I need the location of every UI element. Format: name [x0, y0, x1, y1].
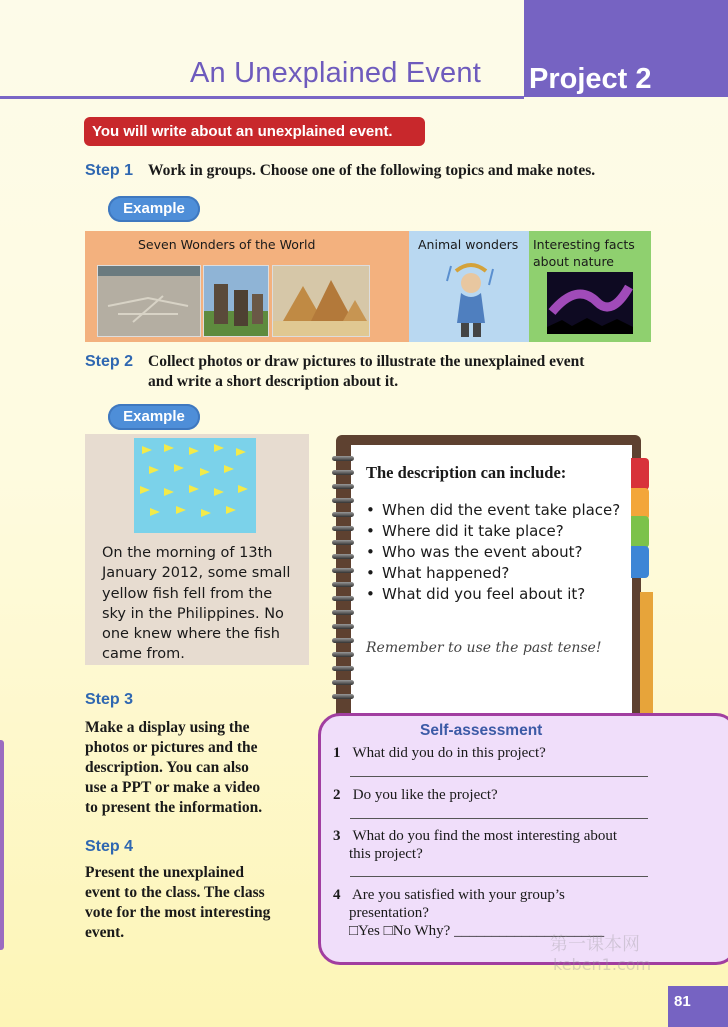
question-text: What do you find the most interesting about: [352, 828, 618, 844]
objective-banner: You will write about an unexplained event.: [84, 117, 425, 146]
step4-label: Step 4: [85, 838, 134, 855]
fish-story-line: yellow fish fell from the: [102, 585, 273, 602]
left-edge-tab: [0, 740, 4, 950]
spiral-ring: [332, 498, 354, 503]
question-text: Do you like the project?: [352, 787, 498, 803]
watermark-url: keben1.com: [553, 955, 652, 974]
description-item: • Who was the event about?: [366, 542, 620, 563]
topic-facts-line1: Interesting facts: [533, 237, 635, 252]
step3-text: [85, 718, 262, 818]
fish-story-line: came from.: [102, 646, 185, 663]
spiral-ring: [332, 624, 354, 629]
nazca-lines-photo: [97, 265, 201, 337]
fish-story-line: On the morning of 13th: [102, 545, 273, 561]
step3-label: Step 3: [85, 691, 134, 708]
description-item: • When did the event take place?: [366, 500, 620, 521]
question-number: 3: [333, 828, 341, 844]
step4-line: vote for the most interesting: [85, 904, 271, 921]
fish-story-text: [102, 543, 307, 665]
step3-line: description. You can also: [85, 759, 249, 776]
spiral-ring: [332, 484, 354, 489]
animal-rain-illustration: [441, 261, 501, 341]
page-number: 81: [674, 993, 691, 1010]
notebook-tab-green: [631, 516, 649, 548]
description-item: • Where did it take place?: [366, 521, 620, 542]
page-title: An Unexplained Event: [190, 57, 481, 89]
spiral-ring: [332, 582, 354, 587]
spiral-ring: [332, 610, 354, 615]
question-text: What did you do in this project?: [352, 745, 546, 761]
topic-facts-line2: about nature: [533, 254, 614, 269]
fish-story-line: one knew where the fish: [102, 626, 280, 643]
description-list: [366, 500, 620, 605]
description-item: • What happened?: [366, 563, 620, 584]
answer-line-1[interactable]: [350, 776, 648, 777]
step4-line: event.: [85, 924, 125, 941]
self-assessment-title: Self-assessment: [420, 722, 543, 739]
step1-text: Work in groups. Choose one of the following topics and make notes.: [148, 162, 596, 179]
step3-line: Make a display using the: [85, 719, 250, 736]
description-item: • What did you feel about it?: [366, 584, 620, 605]
description-title: The description can include:: [366, 463, 567, 482]
question-number: 2: [333, 787, 341, 803]
question-text: Are you satisfied with your group’s: [351, 887, 565, 903]
spiral-ring: [332, 554, 354, 559]
step1-label: Step 1: [85, 162, 134, 179]
easter-island-photo: [203, 265, 269, 337]
spiral-ring: [332, 568, 354, 573]
question-text-cont: presentation?: [349, 905, 429, 921]
spiral-ring: [332, 680, 354, 685]
spiral-ring: [332, 694, 354, 699]
step2-text-line1: Collect photos or draw pictures to illustrate the unexplained event: [148, 353, 585, 370]
step4-line: event to the class. The class: [85, 884, 265, 901]
question-text-cont: this project?: [349, 846, 423, 862]
notebook-tab-red: [631, 458, 649, 490]
watermark-text: 第一课本网: [550, 934, 640, 955]
past-tense-reminder: Remember to use the past tense!: [366, 640, 602, 656]
topic-panel-animal: [409, 231, 529, 342]
answer-line-2[interactable]: [350, 818, 648, 819]
spiral-ring: [332, 638, 354, 643]
spiral-ring: [332, 512, 354, 517]
fish-story-line: sky in the Philippines. No: [102, 605, 284, 622]
aurora-photo: [547, 272, 633, 334]
step3-line: photos or pictures and the: [85, 739, 258, 756]
answer-line-3[interactable]: [350, 876, 648, 877]
pyramids-photo: [272, 265, 370, 337]
spiral-ring: [332, 666, 354, 671]
example-pill-2: Example: [108, 404, 200, 430]
spiral-ring: [332, 456, 354, 461]
yes-no-choice[interactable]: □Yes □No Why? ____________________: [349, 923, 605, 939]
question-number: 1: [333, 745, 341, 761]
question-1: [333, 744, 653, 762]
project-label: Project 2: [529, 63, 652, 95]
step4-text: [85, 863, 270, 943]
question-2: [333, 786, 653, 804]
spiral-ring: [332, 526, 354, 531]
topic-animal-label: Animal wonders: [418, 237, 519, 252]
spiral-ring: [332, 596, 354, 601]
topic-panel-wonders: [85, 231, 409, 342]
question-number: 4: [333, 887, 341, 903]
topic-wonders-label: Seven Wonders of the World: [138, 237, 316, 252]
title-rule: [0, 96, 524, 99]
spiral-ring: [332, 540, 354, 545]
step2-label: Step 2: [85, 353, 134, 370]
notebook-tab-blue: [631, 546, 649, 578]
pencil: [640, 592, 653, 727]
topic-panel-facts: [529, 231, 651, 342]
step3-line: to present the information.: [85, 799, 263, 816]
step3-line: use a PPT or make a video: [85, 779, 261, 796]
raining-fish-illustration: [134, 438, 256, 533]
spiral-ring: [332, 470, 354, 475]
example-pill-1: Example: [108, 196, 200, 222]
fish-story-line: January 2012, some small: [102, 565, 291, 582]
question-3: [333, 827, 653, 863]
step4-line: Present the unexplained: [85, 864, 245, 881]
step2-text-line2: and write a short description about it.: [148, 373, 399, 390]
spiral-ring: [332, 652, 354, 657]
